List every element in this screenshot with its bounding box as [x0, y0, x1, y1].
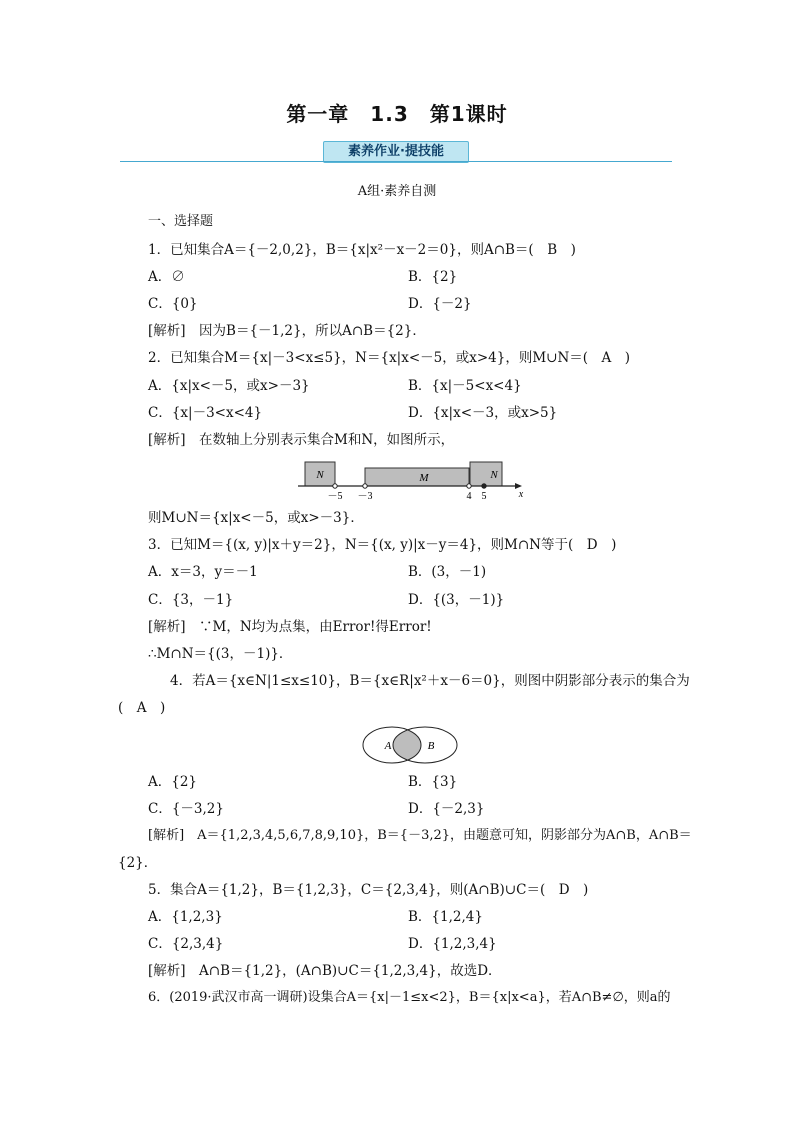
q1-analysis: [解析] 因为B＝{－1,2}，所以A∩B＝{2}．	[148, 323, 426, 339]
label-m: M	[419, 472, 429, 484]
q2-conclusion: 则M∪N＝{x|x<－5，或x>－3}．	[148, 510, 364, 526]
q5-stem: 5．集合A＝{1,2}，B＝{1,2,3}，C＝{2,3,4}，则(A∩B)∪C＝( D )	[148, 882, 589, 898]
q1-option-d: D．{－2}	[408, 296, 472, 312]
page-title: 第一章 1.3 第1课时	[286, 102, 508, 126]
q2-option-b: B．{x|－5<x<4}	[408, 378, 522, 394]
point-minus3	[363, 484, 367, 488]
q4-option-d: D．{－2,3}	[408, 801, 485, 817]
label-n-right: N	[490, 469, 498, 481]
section-badge: 素养作业·提技能	[323, 141, 469, 163]
tick-label-5: 5	[481, 491, 487, 502]
q4-analysis-line1: [解析] A＝{1,2,3,4,5,6,7,8,9,10}，B＝{－3,2}，由题意可知，阴影部分为A∩B，A∩B＝	[148, 828, 692, 843]
q1-option-b: B．{2}	[408, 269, 458, 285]
group-label: A组·素养自测	[357, 184, 437, 199]
q3-option-b: B．(3，－1)	[408, 564, 487, 580]
q3-option-c: C．{3，－1}	[148, 592, 234, 608]
q4-option-b: B．{3}	[408, 774, 458, 790]
point-5	[482, 484, 486, 488]
q1-stem: 1．已知集合A＝{－2,0,2}，B＝{x|x²－x－2＝0}，则A∩B＝( B )	[148, 242, 576, 258]
q2-analysis: [解析] 在数轴上分别表示集合M和N，如图所示，	[148, 432, 455, 448]
q3-option-a: A．x＝3，y＝－1	[148, 564, 258, 580]
q5-option-a: A．{1,2,3}	[148, 909, 223, 925]
tick-label-4: 4	[466, 491, 472, 502]
set-m-bar	[365, 468, 469, 486]
q5-option-c: C．{2,3,4}	[148, 936, 224, 952]
q2-stem: 2．已知集合M＝{x|－3<x≤5}，N＝{x|x<－5，或x>4}，则M∪N＝( A )	[148, 350, 631, 366]
number-line-figure	[296, 458, 532, 502]
q3-conclusion: ∴M∩N＝{(3，－1)}．	[148, 646, 293, 662]
q3-stem: 3．已知M＝{(x, y)|x＋y＝2}，N＝{(x, y)|x－y＝4}，则M∩N等于( D )	[148, 537, 617, 553]
section-heading: 一、选择题	[148, 214, 214, 229]
q3-analysis: [解析] ∵M，N均为点集，由Error!得Error!	[148, 619, 432, 635]
q5-option-b: B．{1,2,4}	[408, 909, 483, 925]
point-4	[467, 484, 471, 488]
q6-stem: 6．(2019·武汉市高一调研)设集合A＝{x|－1≤x<2}，B＝{x|x<a}，若A∩B≠∅，则a的	[148, 990, 671, 1005]
q3-option-d: D．{(3，－1)}	[408, 592, 505, 608]
header-divider	[120, 161, 672, 162]
q2-option-d: D．{x|x<－3，或x>5}	[408, 405, 558, 421]
venn-label-b: B	[427, 740, 435, 752]
point-minus5	[333, 484, 337, 488]
venn-diagram	[358, 724, 462, 766]
axis-label-x: x	[518, 489, 524, 500]
q4-stem-line1: 4．若A＝{x∈N|1≤x≤10}，B＝{x∈R|x²＋x－6＝0}，则图中阴影部分表示的集合为	[170, 673, 690, 689]
tick-label-minus5: －5	[327, 491, 343, 502]
venn-label-a: A	[384, 740, 392, 752]
q4-option-a: A．{2}	[148, 774, 198, 790]
q2-option-c: C．{x|－3<x<4}	[148, 405, 263, 421]
q4-analysis-line2: {2}．	[118, 855, 158, 871]
label-n-left: N	[316, 469, 324, 481]
q4-stem-line2: ( A )	[118, 700, 166, 716]
q2-option-a: A．{x|x<－5，或x>－3}	[148, 378, 310, 394]
q5-option-d: D．{1,2,3,4}	[408, 936, 497, 952]
q1-option-c: C．{0}	[148, 296, 198, 312]
q1-option-a: A．∅	[148, 269, 185, 285]
q5-analysis: [解析] A∩B＝{1,2}，(A∩B)∪C＝{1,2,3,4}，故选D．	[148, 963, 502, 979]
q4-option-c: C．{－3,2}	[148, 801, 224, 817]
tick-label-minus3: －3	[357, 491, 373, 502]
